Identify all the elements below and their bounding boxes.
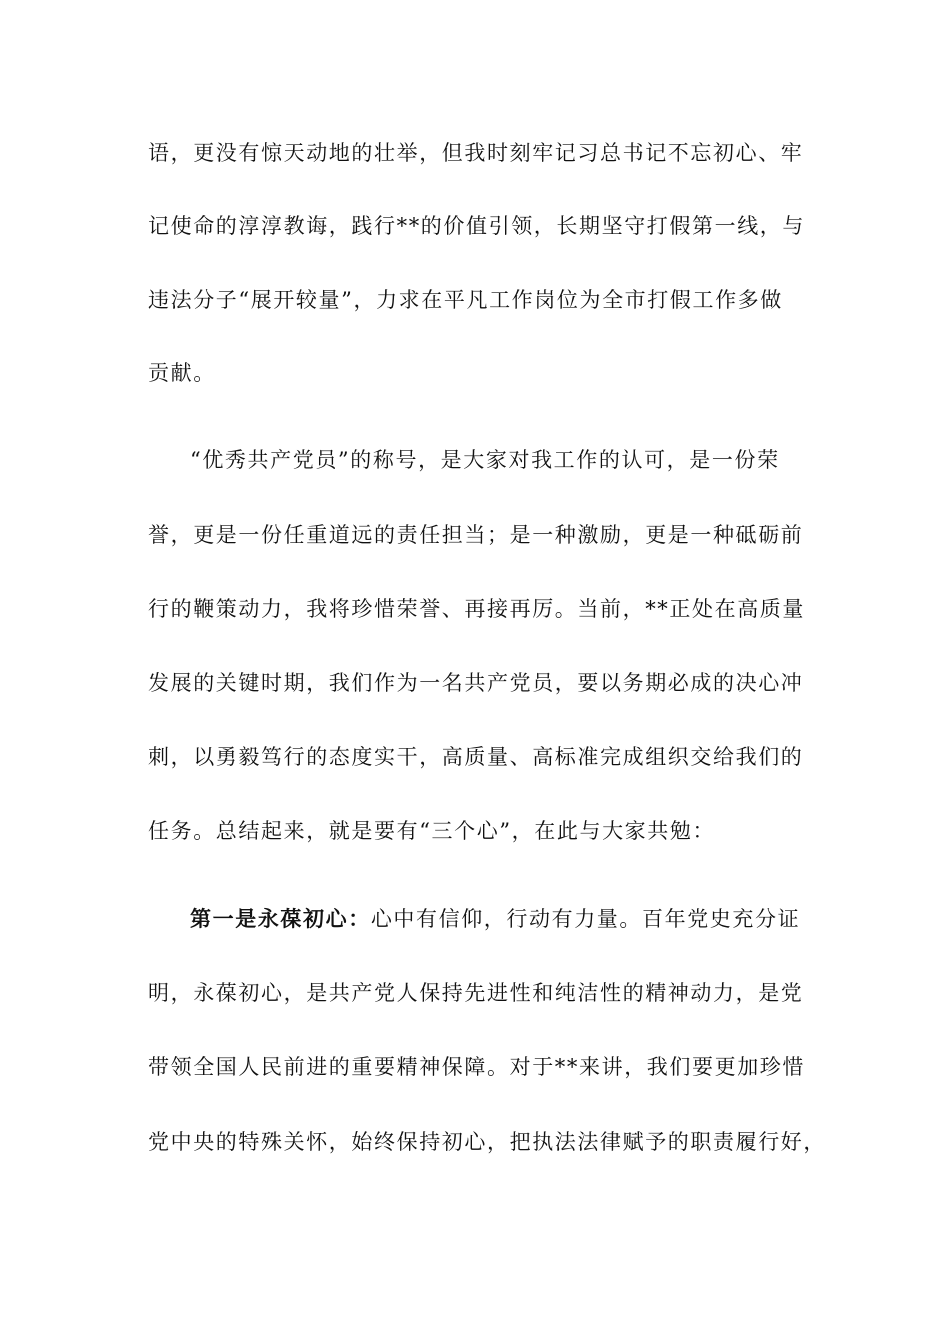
paragraph-2-line-3: 行的鞭策动力，我将珍惜荣誉、再接再厉。当前，**正处在高质量 (148, 597, 805, 621)
paragraph-3-line-1 (190, 904, 850, 934)
paragraph-2-line-2: 誉，更是一份任重道远的责任担当；是一种激励，更是一种砥砺前 (148, 523, 804, 547)
paragraph-2-line-6: 任务。总结起来，就是要有“三个心”，在此与大家共勉： (148, 819, 716, 843)
paragraph-2-line-1: “优秀共产党员”的称号，是大家对我工作的认可，是一份荣 (190, 448, 780, 472)
paragraph-1-line-4: 贡献。 (148, 361, 216, 385)
paragraph-1-line-1: 语，更没有惊天动地的壮举，但我时刻牢记习总书记不忘初心、牢 (148, 141, 804, 165)
paragraph-2-line-4: 发展的关键时期，我们作为一名共产党员，要以务期必成的决心冲 (148, 671, 804, 695)
paragraph-3-line-2: 明，永葆初心，是共产党人保持先进性和纯洁性的精神动力，是党 (148, 981, 804, 1005)
paragraph-1-line-3: 违法分子“展开较量”，力求在平凡工作岗位为全市打假工作多做 (148, 288, 783, 312)
paragraph-3-lead-text: 心中有信仰，行动有力量。百年党史充分证 (370, 907, 801, 931)
paragraph-2-line-5: 刺，以勇毅笃行的态度实干，高质量、高标准完成组织交给我们的 (148, 745, 804, 769)
section-heading-first: 第一是永葆初心： (190, 906, 371, 931)
paragraph-3-line-3: 带领全国人民前进的重要精神保障。对于**来讲，我们要更加珍惜 (148, 1055, 805, 1079)
paragraph-1-line-2: 记使命的淳淳教诲，践行**的价值引领，长期坚守打假第一线，与 (148, 214, 805, 238)
paragraph-3-line-4: 党中央的特殊关怀，始终保持初心，把执法法律赋予的职责履行好， (148, 1130, 826, 1154)
